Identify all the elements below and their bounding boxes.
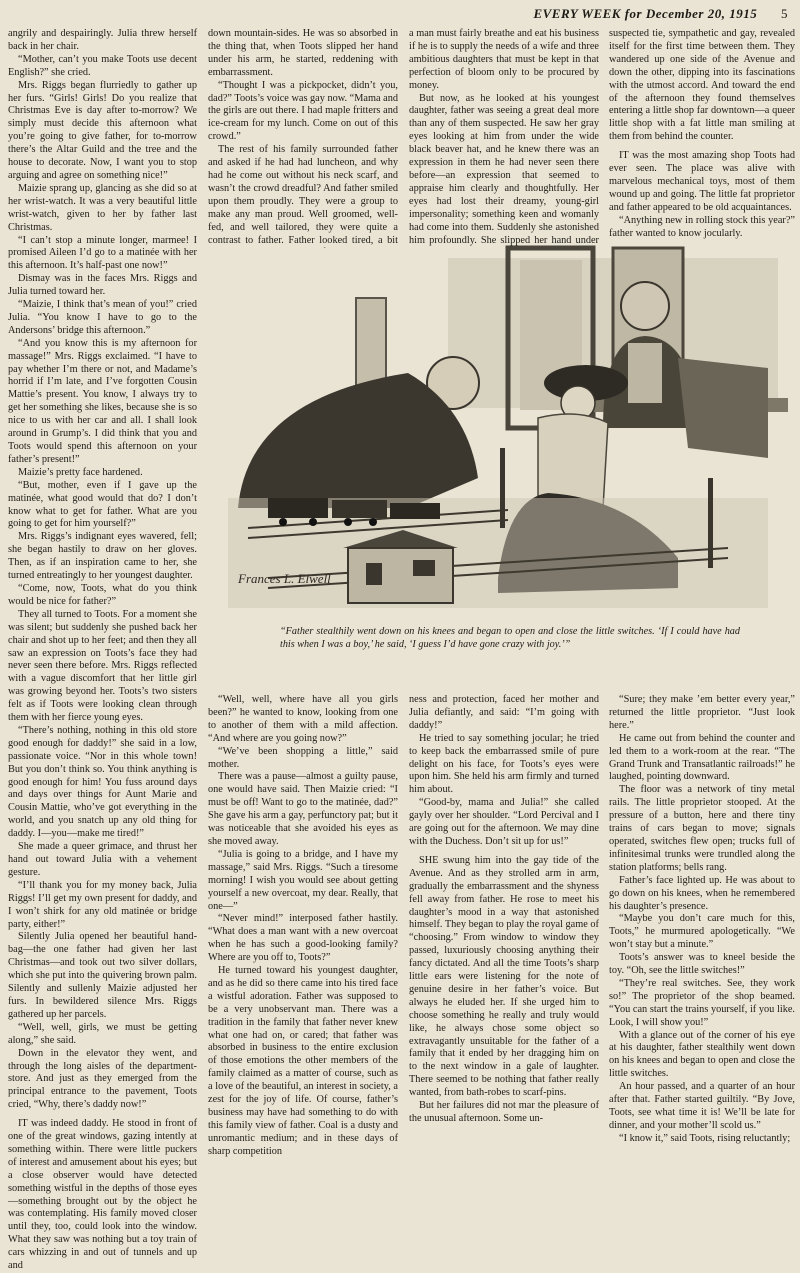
page-header bbox=[0, 6, 788, 26]
paragraph: “Never mind!” interposed father hastily. “What does a man want with a new overcoat when he has such a good-looking family? Where are you off to, Toots?” bbox=[208, 913, 398, 964]
paragraph: Mrs. Riggs began flurriedly to gather up her furs. “Girls! Girls! Do you realize that Christmas Eve is day after to-morrow? We simply must decide this afternoon what you’re going to give father, for to-morrow there’s the Altar Guild and the tree and the house to decorate. Now, I want you to stop arguing and agree on something nice!” bbox=[8, 79, 197, 181]
paragraph: He turned toward his youngest daughter, and as he did so there came into his tired face a wistful adoration. Father was supposed to be a very unobservant man. There was a tradition in the family that father never knew what one had on, or cared; that father was absorbed in business to the entire exclusion of those emotions the other members of the family claimed as a matter of course, such as a love of the beautiful, an interest in society, a zest for the joy of life. Of course, father’s business may have had something to do with this family view of father. Coal is a dusty and unromantic medium; and in these days of sharp competition bbox=[208, 965, 398, 1157]
toy-signal bbox=[500, 448, 505, 528]
paragraph: “Thought I was a pickpocket, didn’t you, dad?” Toots’s voice was gay now. “Mama and the girls are out there. I had maple fritters and ice-cream for my lunch. Come on out of this crowd.” bbox=[208, 79, 399, 143]
paragraph: “Mother, can’t you make Toots use decent English?” she cried. bbox=[8, 53, 197, 78]
paragraph: “Maybe you don’t care much for this, Toots,” he murmured apologetically. “We won’t stay but a minute.” bbox=[609, 913, 795, 951]
paragraph: “Good-by, mama and Julia!” she called gayly over her shoulder. “Lord Percival and I are going out for the afternoon. We may dine with the Duchess. Don’t sit up for us!” bbox=[409, 797, 599, 847]
paragraph: “Well, well, where have all you girls been?” he wanted to know, looking from one to another of them with a mild affection. “And where are you going now?” bbox=[208, 694, 398, 744]
paragraph: The rest of his family surrounded father and asked if he had had luncheon, and why had he come out without his neck scarf, and wasn’t the crowd dreadful? And father smiled upon them proudly. They were a group to make any man proud. Well groomed, well-fed, and well tailored, they were quite a contrast to father. Father looked tired, a bit bbox=[208, 144, 398, 246]
paragraph: down mountain-sides. He was so absorbed in the thing that, when Toots slipped her hand under his arm, he started, reddening with embarrassment. bbox=[208, 28, 398, 78]
paragraph: The floor was a network of tiny metal rails. The little proprietor stooped. At the pressure of a button, here and there tiny trains of cars began to move; signals operated, switches flew open; trucks full of infinitesimal trunks were trundled along the station platforms; bells rang. bbox=[609, 784, 795, 873]
paragraph: They all turned to Toots. For a moment she was silent; but suddenly she pushed back her chair and shot up to her feet; and then they all saw an expression on Toots’s face they had never seen there before. Mrs. Riggs reflected with a vague discomfort that her little girl was growing beyond her. Toots’s two sisters felt as if Toots were looking clean through them with her fierce young eyes. bbox=[8, 608, 197, 724]
page-number: 5 bbox=[781, 6, 788, 21]
column-4-top bbox=[609, 28, 795, 244]
paragraph: He tried to say something jocular; he tried to keep back the embarrassed smile of pure delight on his face, for Toots’s eyes were upon him. She held his arm firmly and turned him about. bbox=[409, 732, 599, 796]
column-3-top bbox=[409, 28, 599, 244]
column-3-bottom bbox=[409, 694, 599, 1124]
paragraph: “Maizie, I think that’s mean of you!” cried Julia. “You know I have to go to the Andersons’ bridge this afternoon.” bbox=[8, 299, 197, 336]
running-title: EVERY WEEK for December 20, 1915 bbox=[533, 6, 758, 21]
paragraph: “Come, now, Toots, what do you think would be nice for father?” bbox=[8, 582, 197, 607]
paragraph: SHE swung him into the gay tide of the Avenue. And as they strolled arm in arm, gradually the embarrassment and the shyness fell away from father. He rose to meet his daughter’s mood in a way that astonished himself. They began to play the royal game of “choosing.” From window to window they passed, luxuriously choosing anything their fancy dictated. And all the time Toots’s sharp little ears were listening for the note of genuine desire in her father’s voice. But always he eluded her. If she urged him to choose something he really and truly would like, he always chose some object so extravagantly unsuitable for the father of a family that it ended by her dragging him on to the next window in a gale of laughter. There seemed to be nothing that father really wanted, from bath-robes to scarf-pins. bbox=[409, 854, 599, 1099]
paragraph: Dismay was in the faces Mrs. Riggs and Julia turned toward her. bbox=[8, 273, 197, 298]
paragraph: “I can’t stop a minute longer, marmee! I promised Aileen I’d go to a matinée with her this afternoon. It’s half-past one now!” bbox=[8, 234, 197, 272]
column-1 bbox=[8, 28, 197, 1272]
paragraph: Toots’s answer was to kneel beside the toy. “Oh, see the little switches!” bbox=[609, 952, 795, 977]
paragraph: With a glance out of the corner of his eye at his daughter, father stealthily went down on his knees and began to open and close the little switches. bbox=[609, 1029, 795, 1080]
paragraph: IT was the most amazing shop Toots had ever seen. The place was alive with marvelous mechanical toys, most of them wound up and going. The little fat proprietor and father appeared to be old acquaintances. bbox=[609, 150, 795, 213]
toy-signal bbox=[708, 478, 713, 568]
paragraph: “But, mother, even if I gave up the matinée, what good would that do? I don’t know what to get for father. What are you going to get for him yourself?” bbox=[8, 479, 197, 530]
paragraph: suspected tie, sympathetic and gay, revealed itself for the first time between them. They wandered up one side of the Avenue and down the other, dipping into its fascinations with the utmost accord. And toward the end of the afternoon they found themselves entering a little shop far downtown—a queer little shop with a fat little man smiling at them from behind the counter. bbox=[609, 28, 795, 143]
illustration bbox=[208, 248, 795, 620]
paragraph: “Anything new in rolling stock this year?” father wanted to know jocularly. bbox=[609, 214, 795, 239]
paragraph: IT was indeed daddy. He stood in front of one of the great windows, gazing intently at something within. There were little puckers of interest and amusement about his eyes; but a close observer would have detected something wistful in the depths of those eyes—something brought out by the object he was contemplating. His family moved closer until they, too, could look into the window. What they saw was nothing but a toy train of cars whizzing in and out of tunnels and up and bbox=[8, 1118, 197, 1272]
paragraph: But now, as he looked at his youngest daughter, father was seeing a great deal more than any of them suspected. He saw her gray eyes looking at him from under the wide black beaver hat, and he knew there was an expression in them he had never seen there before—an expression that seemed to appraise him clearly and thoughtfully. Her eyes had lost their dreamy, young-girl impersonality; something keen and womanly had come into them. Suddenly she astonished him profoundly. She slipped her hand under bbox=[409, 92, 599, 246]
paragraph: “Sure; they make ’em better every year,” returned the little proprietor. “Just look here.” bbox=[609, 694, 795, 731]
artist-signature: Frances L. Elwell bbox=[238, 571, 331, 586]
paragraph: “And you know this is my afternoon for massage!” Mrs. Riggs exclaimed. “I have to pay whether I’m there or not, and Madame’s horrid if I’m late, and I’ve forgotten Cousin Mattie’s present. You know, I always try to get her something she likes, because she is so nice to us with her car and all. I shall look around in Grump’s. I did think that you and Toots would spend this afternoon on your father’s present!” bbox=[8, 337, 197, 465]
paragraph: “I know it,” said Toots, rising reluctantly; bbox=[619, 1132, 791, 1144]
paragraph: “Well, well, girls, we must be getting along,” she said. bbox=[8, 1021, 197, 1046]
paragraph: There was a pause—almost a guilty pause, one would have said. Then Maizie cried: “I must be off! Want to go to the matinée, dad?” She gave his arm a gay, perfunctory pat; but it was noticeable that she avoided his eyes as she moved away. bbox=[208, 771, 398, 847]
paragraph: “Julia is going to a bridge, and I have my massage,” said Mrs. Riggs. “Such a tiresome morning! I wish you would see about getting yourself a new overcoat, my dear. Really, that one—” bbox=[208, 848, 398, 912]
paragraph: “I’ll thank you for my money back, Julia Riggs! I’ll get my own present for daddy, and I won’t shirk for any old matinée or bridge party, either!” bbox=[8, 879, 197, 930]
column-2-top bbox=[208, 28, 398, 244]
column-4-bottom bbox=[609, 694, 795, 1144]
paragraph: Maizie sprang up, glancing as she did so at her wrist-watch. It was a very beautiful little wrist-watch, given to her by father last Christmas. bbox=[8, 182, 197, 233]
illustration-drawing bbox=[208, 248, 795, 620]
proprietor-head bbox=[621, 282, 669, 330]
paragraph: “There’s nothing, nothing in this old store good enough for daddy!” she said in a low, passionate voice. “Nor in this whole town! But you don’t think so. You think anything is good enough for him! You fuss around days and days over things for Aunt Marie and Cousin Mattie, who’ve got everything in the world, and you snatch up any old thing for daddy. I—you—make me tired!” bbox=[8, 724, 197, 840]
column-2-bottom bbox=[208, 694, 398, 1157]
paragraph: ness and protection, faced her mother and Julia defiantly, and said: “I’m going with daddy!” bbox=[409, 694, 599, 731]
paragraph: Mrs. Riggs’s indignant eyes wavered, fell; she began hastily to draw on her gloves. Then, as if an inspiration came to her, she turned entreatingly to her youngest daughter. bbox=[8, 531, 197, 582]
paragraph: “We’ve been shopping a little,” said mother. bbox=[208, 745, 398, 770]
paragraph: Maizie’s pretty face hardened. bbox=[18, 466, 143, 478]
paragraph: But her failures did not mar the pleasure of the unusual afternoon. Some un- bbox=[409, 1100, 599, 1124]
paragraph: “They’re real switches. See, they work so!” The proprietor of the shop beamed. “You can start the trains yourself, if you like. Look, I will show you!” bbox=[609, 977, 795, 1028]
paragraph: Down in the elevator they went, and through the long aisles of the department-store. And just as they emerged from the principal entrance to the pavement, Toots cried, “Why, there’s daddy now!” bbox=[8, 1047, 197, 1111]
illustration-caption: “Father stealthily went down on his knees and began to open and close the little switches. ‘If I could have had this when I was a boy,’ he said, ‘I guess I’d have gone crazy with joy.’” bbox=[280, 626, 740, 650]
paragraph: He came out from behind the counter and led them to a work-room at the rear. “The Grand Trunk and Transatlantic railroads!” he laughed, pointing downward. bbox=[609, 732, 795, 783]
paragraph: Silently Julia opened her beautiful hand-bag—the one father had given her last Christmas—and took out two silver dollars, which she put into the quivering brown palm. Silently and sullenly Maizie adjusted her furs. In bewildered silence Mrs. Riggs gathered up her parcels. bbox=[8, 931, 197, 1020]
paragraph: She made a queer grimace, and thrust her hand out toward Julia with a vehement gesture. bbox=[8, 841, 197, 878]
paragraph: a man must fairly breathe and eat his business if he is to supply the needs of a wife and three ambitious daughters that must be kept in that perfection of bloom only to be procured by money. bbox=[409, 28, 599, 91]
paragraph: Father’s face lighted up. He was about to go down on his knees, when he remembered his daughter’s presence. bbox=[609, 874, 795, 912]
paragraph: angrily and despairingly. Julia threw herself back in her chair. bbox=[8, 28, 197, 52]
paragraph: An hour passed, and a quarter of an hour after that. Father started guiltily. “By Jove, Toots, see what time it is! We’ll be late for dinner, and your mother’ll scold us.” bbox=[609, 1081, 795, 1131]
